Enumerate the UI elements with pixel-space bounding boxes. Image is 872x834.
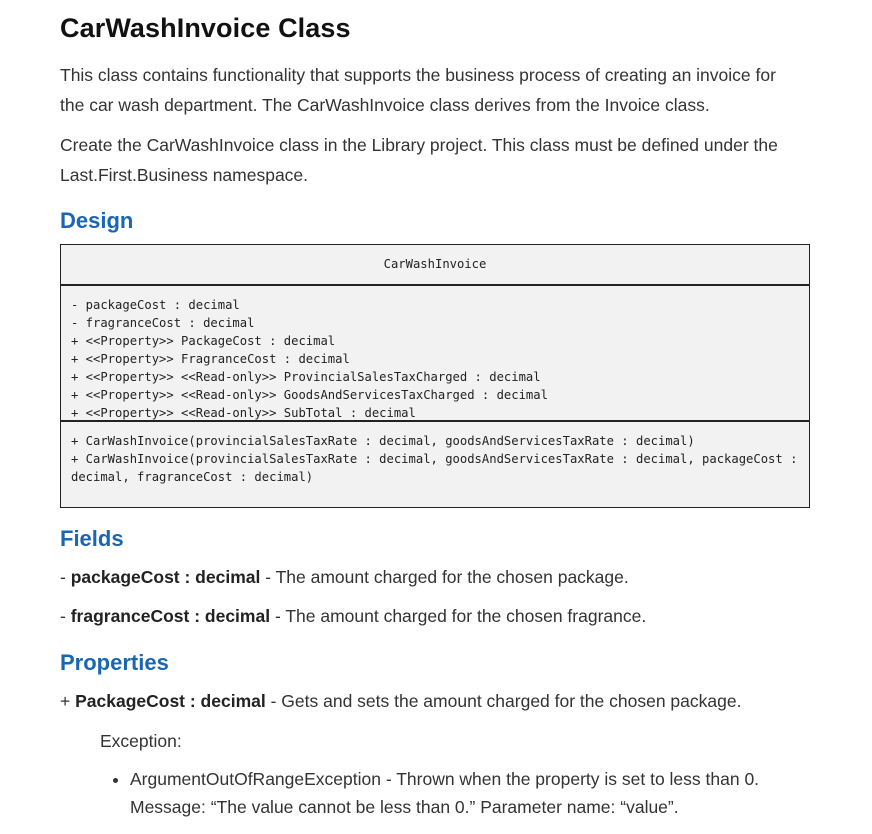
uml-attributes — [61, 286, 809, 422]
uml-class-diagram — [60, 244, 810, 508]
field-signature: packageCost : decimal — [70, 567, 261, 587]
properties-heading: Properties — [60, 650, 169, 675]
uml-attribute: - fragranceCost : decimal — [71, 316, 255, 330]
exception-label: Exception: — [100, 731, 182, 751]
uml-class-name: CarWashInvoice — [61, 245, 809, 286]
field-prefix: - — [60, 606, 71, 626]
property-signature: PackageCost : decimal — [75, 691, 266, 711]
field-signature: fragranceCost : decimal — [70, 606, 271, 626]
field-item — [60, 562, 629, 592]
design-heading: Design — [60, 208, 134, 233]
uml-operation: + CarWashInvoice(provincialSalesTaxRate : decimal, goodsAndServicesTaxRate : decimal) — [71, 434, 695, 448]
field-description: - The amount charged for the chosen package. — [260, 567, 629, 587]
property-description: - Gets and sets the amount charged for the chosen package. — [265, 691, 742, 711]
exception-list — [110, 765, 810, 821]
intro-paragraph-2: Create the CarWashInvoice class in the Library project. This class must be defined under the Last.First.Business namespace. — [60, 135, 778, 185]
intro-paragraph-1: This class contains functionality that supports the business process of creating an invoice for the car wash department. The CarWashInvoice class derives from the Invoice class. — [60, 65, 776, 115]
uml-operations — [61, 422, 809, 486]
field-item — [60, 601, 646, 631]
page-title: CarWashInvoice Class — [60, 13, 351, 43]
uml-attribute: + <<Property>> PackageCost : decimal — [71, 334, 336, 348]
uml-attribute: - packageCost : decimal — [71, 298, 240, 312]
uml-attribute: + <<Property>> <<Read-only>> SubTotal : decimal — [71, 406, 416, 420]
property-prefix: + — [60, 691, 76, 711]
uml-attribute: + <<Property>> <<Read-only>> ProvincialSalesTaxCharged : decimal — [71, 370, 541, 384]
uml-attribute: + <<Property>> <<Read-only>> GoodsAndServicesTaxCharged : decimal — [71, 388, 548, 402]
fields-heading: Fields — [60, 526, 124, 551]
field-description: - The amount charged for the chosen fragrance. — [270, 606, 647, 626]
uml-attribute: + <<Property>> FragranceCost : decimal — [71, 352, 350, 366]
uml-operation: + CarWashInvoice(provincialSalesTaxRate : decimal, goodsAndServicesTaxRate : decimal, packageCost : decimal, fragranceCost : decimal) — [71, 452, 805, 484]
field-prefix: - — [60, 567, 71, 587]
exception-item: • ArgumentOutOfRangeException - Thrown when the property is set to less than 0. Message: “The value cannot be less than 0.” Parameter name: “value”. — [130, 765, 810, 821]
property-item — [60, 686, 741, 716]
